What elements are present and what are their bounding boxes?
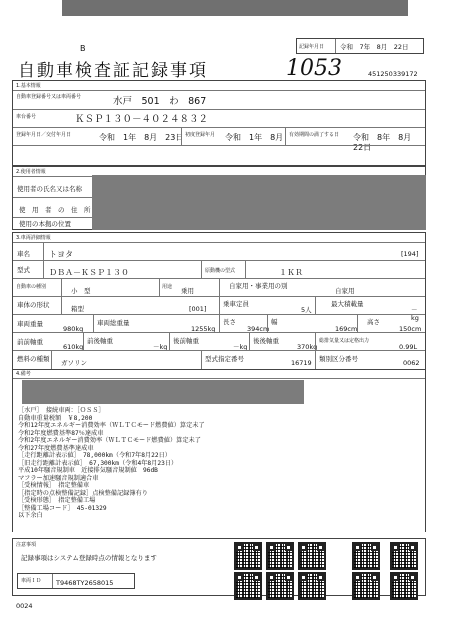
maker-code: [194]: [401, 250, 419, 258]
qr-code-4: [352, 542, 380, 570]
reg-value: 水戸 501 わ 867: [113, 96, 207, 107]
length-label: 長さ: [223, 318, 236, 326]
expiry-value: 令和 8年 8月 22日: [353, 133, 420, 152]
designation-label: 型式指定番号: [205, 355, 244, 363]
user-address-label: 使 用 者 の 住 所: [19, 206, 91, 214]
kind-value: 小 型: [71, 287, 91, 295]
model-value: ＤＢＡ－ＫＳＰ１３０: [49, 268, 129, 277]
car-id-value: T9468TY2658015: [56, 579, 114, 587]
model-label: 型式: [17, 266, 30, 274]
width-value: 169cm: [335, 325, 358, 333]
use-value: 乗用: [181, 287, 194, 295]
top-bar: [62, 0, 408, 16]
remark-line: 令和2年度エネルギー消費効率（ＷＬＴＣモード燃費値）算定未了: [18, 437, 201, 444]
shape-label: 車体の形状: [17, 301, 50, 309]
remark-line: マフラー加速騒音規制適合車: [18, 474, 99, 482]
remark-line: 自動車重量税額 ￥8,200: [18, 414, 93, 422]
vehicle-detail-section: [12, 232, 426, 370]
engine-value: １ＫＲ: [279, 268, 303, 277]
qr-code-9: [352, 572, 380, 600]
record-date-value: 令和 7年 8月 22日: [340, 43, 409, 51]
basic-info-section: [12, 80, 426, 166]
remarks-redaction: [22, 380, 304, 404]
qr-code-10: [390, 572, 418, 600]
page-title: 自動車検査証記録事項: [18, 61, 208, 81]
category-value: 0062: [403, 359, 420, 367]
record-date-box: [296, 38, 424, 54]
page-number: 0024: [16, 602, 33, 610]
user-info-redaction: [92, 175, 426, 230]
record-date-label: 記録年月日: [299, 44, 325, 50]
qr-code-2: [266, 542, 294, 570]
displacement-label: 総排気量又は定格出力: [319, 338, 370, 344]
user-name-label: 使用者の氏名又は名称: [17, 185, 82, 193]
maxload-value: －kg: [411, 306, 419, 322]
handwritten-number: 1053: [286, 56, 342, 81]
front-front-axle-label: 前前軸重: [17, 338, 43, 346]
remark-line: 令和2年度燃費基準87％達成車: [18, 429, 104, 437]
first-reg-value: 令和 1年 8月 23日: [99, 133, 184, 142]
front-rear-axle-label: 前後軸重: [87, 337, 113, 345]
qr-code-6: [234, 572, 262, 600]
category-label: 類別区分番号: [319, 355, 358, 363]
qr-code-5: [390, 542, 418, 570]
remark-line: ［整備工場コード］ 45-01329: [18, 504, 107, 512]
maxload-label: 最大積載量: [331, 300, 364, 308]
displacement-value: 0.99L: [399, 343, 418, 351]
remark-line: ［水戸］ 接続車両：［ＯＳＳ］: [18, 407, 105, 414]
designation-value: 16719: [291, 359, 312, 367]
remark-line: 平成10年騒音規制車 近接排気騒音規制値 96dB: [18, 467, 158, 474]
first-reg-label: 登録年月日／交付年月日: [16, 132, 72, 138]
shape-code: [001]: [189, 305, 207, 313]
front-front-axle-value: 610kg: [63, 343, 84, 351]
qr-code-7: [266, 572, 294, 600]
fuel-label: 燃料の種類: [17, 355, 50, 363]
qr-code-8: [298, 572, 326, 600]
height-label: 高さ: [367, 318, 380, 326]
maker-label: 車名: [17, 250, 30, 258]
shape-value: 箱型: [71, 305, 84, 313]
length-value: 394cm: [247, 325, 270, 333]
car-id-label: 車両ＩＤ: [21, 578, 42, 584]
chassis-label: 車台番号: [16, 114, 37, 120]
weight-value: 980kg: [63, 325, 84, 333]
height-value: 150cm: [399, 325, 422, 333]
kind-label: 自動車の種別: [16, 284, 47, 290]
rear-front-axle-value: －kg: [233, 343, 248, 351]
remark-line: 以下余白: [18, 512, 43, 519]
gross-value: 1255kg: [191, 325, 216, 333]
remarks-section-title: 4.備考: [16, 371, 31, 377]
notice-label: 注意事項: [16, 542, 37, 548]
remark-line: ［受検情報］ 指定整備車: [18, 482, 90, 489]
chassis-value: ＫＳＰ１３０－４０２４８３２: [75, 114, 209, 125]
business-label: 自家用・事業用の別: [229, 282, 288, 290]
qr-code-3: [298, 542, 326, 570]
notice-text: 記録事項はシステム登録時点の情報となります: [21, 554, 157, 562]
header-mark: B: [80, 44, 86, 53]
remark-line: ［受検形態］ 指定整備工場: [18, 497, 96, 504]
vehicle-section-title: 3.車両詳細情報: [16, 235, 51, 241]
remark-line: ［走行距離計表示値］ 78,000km（令和7年8月22日）: [18, 452, 171, 459]
rear-rear-axle-label: 後後軸重: [253, 337, 279, 345]
reg-label: 自動車登録番号又は車両番号: [16, 94, 82, 100]
remark-line: ［旧走行距離計表示値］ 67,300km（令和4年8月23日）: [18, 459, 178, 467]
remarks-list: [18, 407, 338, 520]
use-label: 用途: [162, 284, 173, 290]
basic-section-title: 1.基本情報: [16, 83, 41, 89]
business-value: 自家用: [335, 287, 355, 295]
width-label: 幅: [271, 318, 278, 326]
remark-line: 令和12年度エネルギー消費効率（ＷＬＴＣモード燃費値）算定未了: [18, 422, 205, 429]
rear-front-axle-label: 後前軸重: [173, 337, 199, 345]
capacity-value: 5人: [301, 306, 312, 314]
front-rear-axle-value: －kg: [153, 343, 168, 351]
user-base-label: 使用の本拠の位置: [19, 220, 71, 228]
fuel-value: ガソリン: [61, 359, 87, 367]
document-number: 451250339172: [368, 70, 418, 78]
engine-label: 原動機の型式: [205, 268, 236, 274]
car-id-box: [17, 573, 135, 589]
weight-label: 車両重量: [17, 320, 43, 328]
capacity-label: 乗車定員: [223, 300, 249, 308]
remark-line: 令和27年度燃費基準達成車: [18, 444, 94, 452]
maker-value: トヨタ: [49, 250, 73, 259]
remark-line: ［指定時の点検整備記録］点検整備記録簿有り: [18, 489, 148, 497]
rear-rear-axle-value: 370kg: [297, 343, 318, 351]
qr-code-1: [234, 542, 262, 570]
first-year-label: 初度登録年月: [185, 132, 216, 138]
gross-label: 車両総重量: [97, 319, 130, 327]
user-section-title: 2.使用者情報: [16, 169, 46, 175]
expiry-label: 有効期間の満了する日: [289, 132, 340, 138]
first-year-value: 令和 1年 8月: [225, 133, 284, 142]
